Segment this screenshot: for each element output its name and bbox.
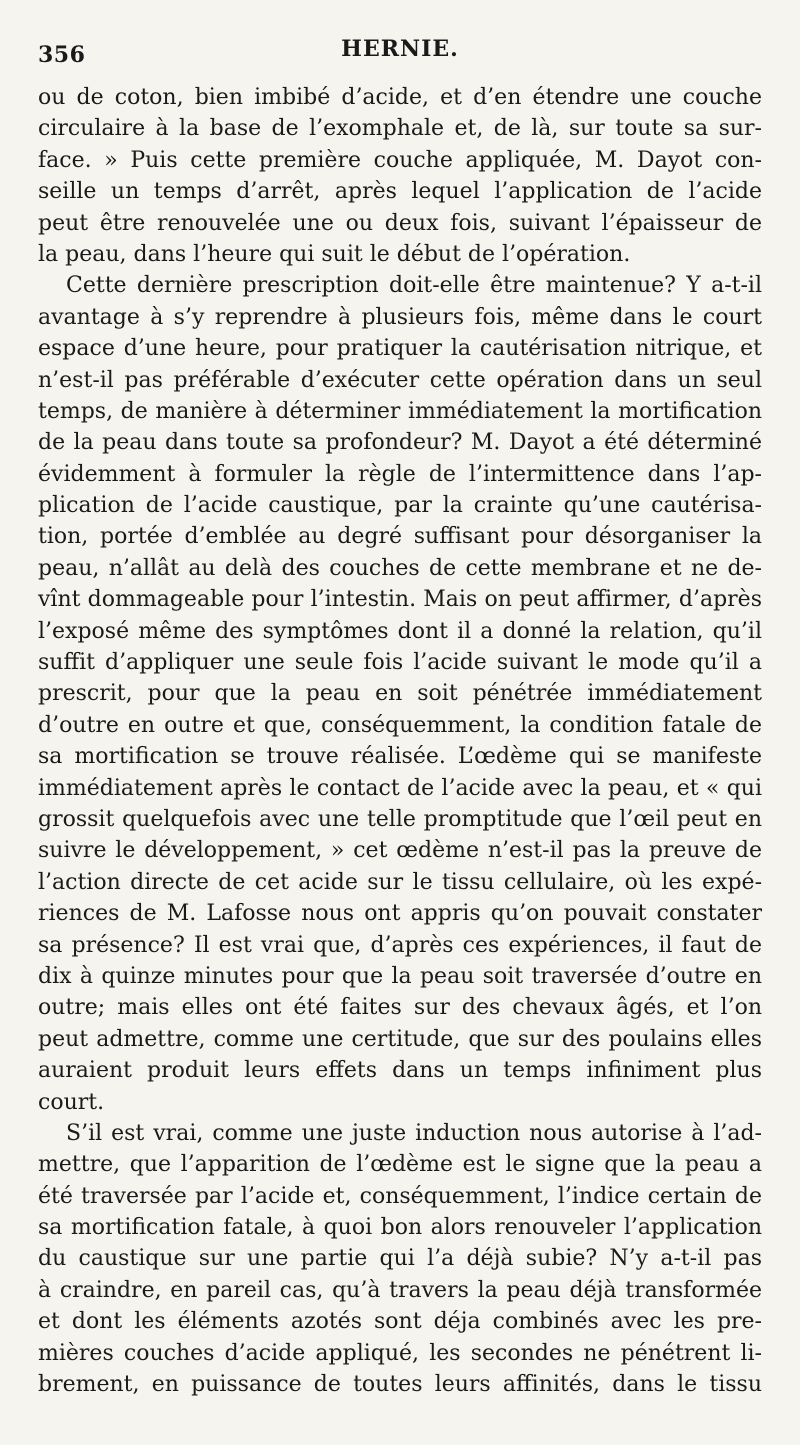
text-line: outre; mais elles ont été faites sur des chevaux âgés, et l’on (38, 995, 762, 1021)
text-line: l’exposé même des symptômes dont il a donné la relation, qu’il (38, 618, 762, 644)
text-line: S’il est vrai, comme une juste induction nous autorise à l’ad- (66, 1120, 762, 1146)
text-line: circulaire à la base de l’exomphale et, de là, sur toute sa sur- (38, 116, 762, 142)
text-line: l’action directe de cet acide sur le tissu cellulaire, où les expé- (38, 869, 762, 895)
text-line: évidemment à formuler la règle de l’intermittence dans l’ap- (38, 461, 762, 487)
running-title: HERNIE. (341, 36, 459, 62)
text-line: tion, portée d’emblée au degré suffisant pour désorganiser la (38, 524, 762, 550)
text-line: espace d’une heure, pour pratiquer la cautérisation nitrique, et (38, 336, 762, 362)
text-line: suivre le développement, » cet œdème n’est-il pas la preuve de (38, 838, 762, 864)
text-line: d’outre en outre et que, conséquemment, la condition fatale de (38, 712, 762, 738)
text-line: sa présence? Il est vrai que, d’après ces expériences, il faut de (38, 932, 762, 958)
text-line: suffit d’appliquer une seule fois l’acide suivant le mode qu’il a (38, 650, 762, 676)
text-line: temps, de manière à déterminer immédiatement la mortification (38, 398, 762, 424)
text-line: plication de l’acide caustique, par la crainte qu’une cautérisa- (38, 493, 762, 519)
text-line: face. » Puis cette première couche appliquée, M. Dayot con- (38, 147, 762, 173)
text-line: grossit quelquefois avec une telle promptitude que l’œil peut en (38, 806, 762, 832)
text-line: ou de coton, bien imbibé d’acide, et d’en étendre une couche (38, 85, 762, 110)
text-line: la peau, dans l’heure qui suit le début de l’opération. (38, 241, 631, 267)
text-line: n’est-il pas préférable d’exécuter cette opération dans un seul (38, 367, 762, 393)
text-line: riences de M. Lafosse nous ont appris qu’on pouvait constater (38, 901, 762, 927)
body-text (38, 82, 762, 1400)
text-line: avantage à s’y reprendre à plusieurs fois, même dans le court (38, 304, 762, 330)
text-line: du caustique sur une partie qui l’a déjà subie? N’y a-t-il pas (38, 1246, 762, 1272)
text-line: mières couches d’acide appliqué, les secondes ne pénétrent li- (38, 1340, 762, 1366)
text-line: prescrit, pour que la peau en soit pénétrée immédiatement (38, 681, 762, 707)
text-line: immédiatement après le contact de l’acide avec la peau, et « qui (38, 775, 762, 801)
text-line: dix à quinze minutes pour que la peau soit traversée d’outre en (38, 963, 762, 989)
text-line: à craindre, en pareil cas, qu’à travers la peau déjà transformée (38, 1277, 762, 1303)
text-line: peut admettre, comme une certitude, que sur des poulains elles (38, 1026, 762, 1052)
text-line: auraient produit leurs effets dans un temps infiniment plus (38, 1058, 762, 1084)
text-line: peut être renouvelée une ou deux fois, suivant l’épaisseur de (38, 210, 762, 236)
text-line: de la peau dans toute sa profondeur? M. Dayot a été déterminé (38, 430, 762, 456)
text-line: sa mortification fatale, à quoi bon alors renouveler l’application (38, 1215, 762, 1241)
text-line: seille un temps d’arrêt, après lequel l’application de l’acide (38, 179, 762, 205)
text-line: vînt dommageable pour l’intestin. Mais on peut affirmer, d’après (38, 587, 762, 613)
text-line: peau, n’allât au delà des couches de cette membrane et ne de- (38, 555, 762, 581)
text-line: été traversée par l’acide et, conséquemment, l’indice certain de (38, 1183, 762, 1209)
text-line: court. (38, 1089, 105, 1115)
text-line: sa mortification se trouve réalisée. L’œdème qui se manifeste (38, 744, 762, 770)
page-number: 356 (38, 42, 86, 68)
running-head (38, 36, 762, 82)
text-line: mettre, que l’apparition de l’œdème est le signe que la peau a (38, 1152, 762, 1178)
text-line: et dont les éléments azotés sont déja combinés avec les pre- (38, 1309, 762, 1335)
text-line: Cette dernière prescription doit-elle être maintenue? Y a-t-il (66, 273, 762, 299)
text-line: brement, en puissance de toutes leurs affinités, dans le tissu (38, 1372, 762, 1398)
